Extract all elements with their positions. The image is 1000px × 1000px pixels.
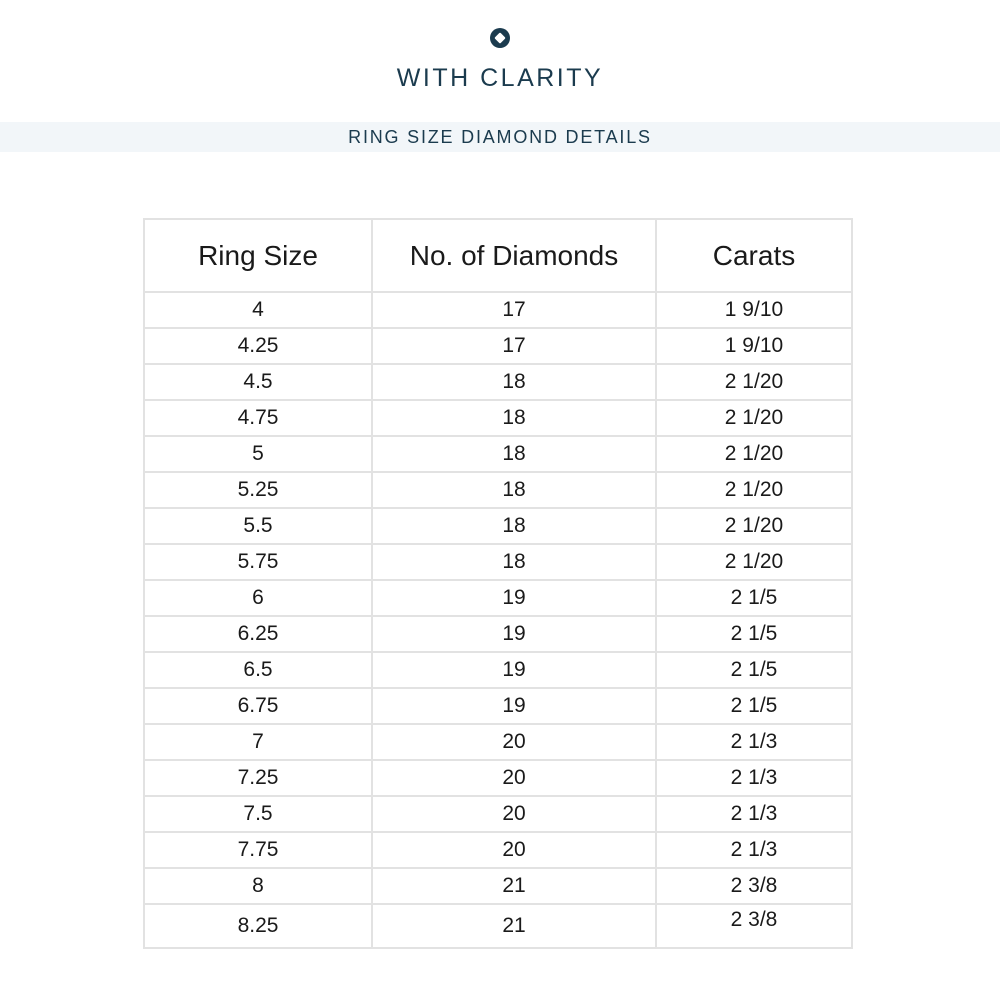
ring-size-cell: 6.5 — [144, 652, 372, 688]
brand-name: WITH CLARITY — [396, 64, 604, 92]
table-row — [144, 832, 852, 868]
diamonds-cell: 18 — [372, 400, 656, 436]
diamonds-cell: 19 — [372, 616, 656, 652]
diamonds-cell: 17 — [372, 292, 656, 328]
ring-size-cell: 7.5 — [144, 796, 372, 832]
table-row — [144, 472, 852, 508]
carats-cell: 2 1/20 — [656, 508, 852, 544]
table-row — [144, 436, 852, 472]
table-row — [144, 688, 852, 724]
diamonds-cell: 18 — [372, 472, 656, 508]
carats-cell: 2 1/5 — [656, 688, 852, 724]
diamonds-cell: 21 — [372, 904, 656, 948]
diamonds-cell: 18 — [372, 364, 656, 400]
table-row — [144, 580, 852, 616]
table-row — [144, 616, 852, 652]
carats-cell: 2 1/3 — [656, 832, 852, 868]
ring-size-cell: 6.75 — [144, 688, 372, 724]
carats-cell: 2 1/20 — [656, 400, 852, 436]
column-header-diamonds: No. of Diamonds — [372, 219, 656, 292]
table-row — [144, 364, 852, 400]
ring-size-cell: 4.25 — [144, 328, 372, 364]
diamonds-cell: 20 — [372, 832, 656, 868]
diamonds-cell: 18 — [372, 544, 656, 580]
diamonds-cell: 20 — [372, 760, 656, 796]
page-title: RING SIZE DIAMOND DETAILS — [348, 127, 652, 147]
diamonds-cell: 21 — [372, 868, 656, 904]
carats-cell: 2 1/20 — [656, 364, 852, 400]
table-row — [144, 760, 852, 796]
ring-size-cell: 8.25 — [144, 904, 372, 948]
ring-size-cell: 5.75 — [144, 544, 372, 580]
ring-size-cell: 5.5 — [144, 508, 372, 544]
column-header-carats: Carats — [656, 219, 852, 292]
ring-size-cell: 5.25 — [144, 472, 372, 508]
table-row — [144, 652, 852, 688]
diamonds-cell: 19 — [372, 580, 656, 616]
carats-cell: 1 9/10 — [656, 328, 852, 364]
carats-cell: 2 1/20 — [656, 544, 852, 580]
diamonds-cell: 20 — [372, 724, 656, 760]
carats-cell: 2 3/8 — [656, 868, 852, 904]
table-row — [144, 544, 852, 580]
carats-cell: 2 1/5 — [656, 652, 852, 688]
ring-size-cell: 6.25 — [144, 616, 372, 652]
table-header-row — [144, 219, 852, 292]
table-row — [144, 292, 852, 328]
diamonds-cell: 19 — [372, 652, 656, 688]
table-body — [144, 292, 852, 948]
ring-size-cell: 4.75 — [144, 400, 372, 436]
carats-cell: 2 1/3 — [656, 724, 852, 760]
table-row — [144, 400, 852, 436]
table-row — [144, 724, 852, 760]
ring-size-cell: 4 — [144, 292, 372, 328]
ring-size-cell: 7.25 — [144, 760, 372, 796]
diamonds-cell: 18 — [372, 508, 656, 544]
table-row — [144, 868, 852, 904]
column-header-ring-size: Ring Size — [144, 219, 372, 292]
table-row — [144, 904, 852, 948]
carats-cell: 2 1/5 — [656, 616, 852, 652]
ring-size-cell: 7.75 — [144, 832, 372, 868]
diamonds-cell: 18 — [372, 436, 656, 472]
ring-size-cell: 7 — [144, 724, 372, 760]
carats-cell: 2 3/8 — [656, 904, 852, 948]
carats-cell: 2 1/20 — [656, 472, 852, 508]
ring-size-cell: 5 — [144, 436, 372, 472]
table-row — [144, 508, 852, 544]
carats-cell: 2 1/3 — [656, 760, 852, 796]
ring-size-cell: 4.5 — [144, 364, 372, 400]
table-row — [144, 328, 852, 364]
carats-cell: 2 1/5 — [656, 580, 852, 616]
diamonds-cell: 20 — [372, 796, 656, 832]
diamond-circle-icon — [490, 28, 510, 48]
ring-size-table — [143, 218, 853, 949]
diamonds-cell: 19 — [372, 688, 656, 724]
title-band — [0, 122, 1000, 152]
diamonds-cell: 17 — [372, 328, 656, 364]
carats-cell: 2 1/3 — [656, 796, 852, 832]
carats-cell: 1 9/10 — [656, 292, 852, 328]
ring-size-cell: 6 — [144, 580, 372, 616]
carats-cell: 2 1/20 — [656, 436, 852, 472]
ring-size-cell: 8 — [144, 868, 372, 904]
table-row — [144, 796, 852, 832]
